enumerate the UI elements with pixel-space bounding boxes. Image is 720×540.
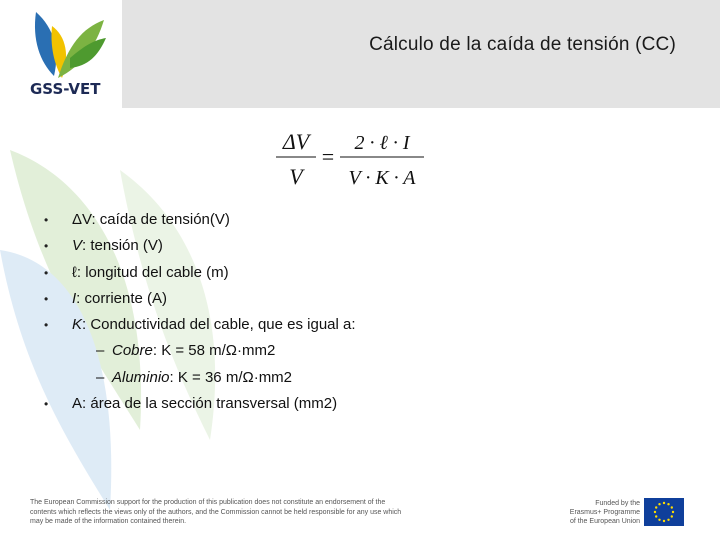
dash-marker: – [96, 368, 105, 386]
definitions-list [44, 207, 356, 417]
item-symbol: ΔV [72, 211, 92, 228]
list-item-current [44, 286, 356, 312]
item-material: Cobre [112, 342, 153, 360]
disclaimer-line: The European Commission support for the production of this publication does not constitute an endorsement of the [30, 499, 386, 506]
funded-line: Funded by the [595, 500, 640, 507]
list-item-area [44, 391, 356, 417]
formula-lhs-numerator: ΔV [282, 129, 310, 154]
funded-line: Erasmus+ Programme [569, 509, 640, 516]
item-symbol: V [72, 237, 83, 255]
item-text: : corriente (A) [76, 289, 168, 307]
formula-rhs-denominator: V · K · A [348, 167, 416, 189]
dash-marker: – [96, 342, 105, 360]
item-text: : área de la sección transversal (mm2) [82, 395, 338, 413]
funded-line: of the European Union [569, 518, 640, 525]
list-item-v [44, 233, 356, 259]
item-text: : Conductividad del cable, que es igual a: [82, 316, 356, 334]
title-band [122, 0, 720, 108]
item-symbol: ℓ [72, 263, 77, 281]
logo-text: GSS-VET [30, 80, 101, 98]
item-symbol: I [72, 289, 77, 307]
formula-rhs-numerator: 2 · ℓ · I [354, 132, 410, 154]
disclaimer-line: may be made of the information contained therein. [30, 518, 187, 525]
item-text: : tensión (V) [82, 237, 163, 255]
voltage-drop-formula [270, 124, 440, 194]
item-text: : K = 36 m/Ω·mm2 [169, 368, 293, 386]
item-text: : longitud del cable (m) [76, 263, 229, 281]
formula-equals: = [321, 144, 335, 169]
eu-disclaimer [30, 498, 450, 527]
eu-flag-icon [644, 498, 684, 526]
item-symbol: K [72, 316, 83, 334]
list-item-conductivity [44, 312, 356, 338]
sub-item-copper [44, 338, 356, 364]
item-symbol: A [72, 395, 83, 413]
funded-by-text [552, 499, 640, 526]
list-item-length [44, 260, 356, 286]
item-text: : K = 58 m/Ω·mm2 [152, 342, 276, 360]
item-material: Aluminio [112, 368, 170, 386]
list-item-delta-v [44, 207, 356, 233]
item-text: : caída de tensión(V) [91, 211, 230, 228]
sub-item-aluminium [44, 365, 356, 391]
slide-title: Cálculo de la caída de tensión (CC) [369, 34, 676, 55]
disclaimer-line: contents which reflects the views only of the authors, and the Commission cannot be held responsible for any use which [30, 508, 402, 516]
formula-lhs-denominator: V [289, 164, 303, 189]
